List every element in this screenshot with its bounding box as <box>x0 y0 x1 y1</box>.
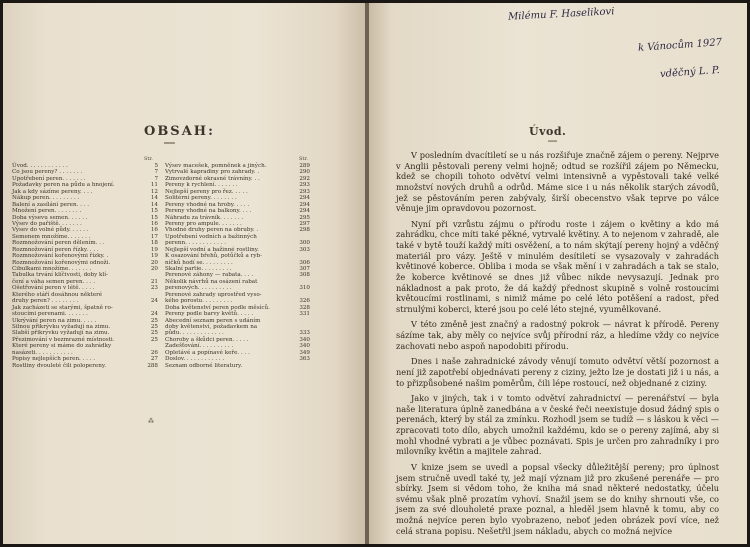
toc-entry-page: 16 <box>150 227 158 234</box>
toc-entry-page: 306 <box>299 259 310 266</box>
toc-entry-page: 14 <box>150 195 158 202</box>
page-column-label: Str. <box>144 156 153 162</box>
toc-entry-title: Pereny vhodné na hroby. . . . . <box>165 201 250 208</box>
toc-entry <box>165 363 310 369</box>
toc-entry-title: Množení peren. . . . . . . . <box>12 208 82 215</box>
toc-entry-title: Výsev macešek, pomněnek a jiných. <box>165 163 267 169</box>
toc-entry-page: 20 <box>150 266 158 272</box>
toc-entry-page: 25 <box>150 336 158 343</box>
toc-entry-page: 15 <box>150 208 158 215</box>
toc-entry-page: 307 <box>299 266 310 272</box>
toc-entry-title: Solitérní pereny. . . . . . . . <box>165 195 237 202</box>
toc-entry-title: Perenové zahrady uprostřed vyso- <box>165 291 262 298</box>
toc-entry-title: Upotřebení vodních a bažinných <box>165 233 257 240</box>
toc-entry-page: 5 <box>154 163 158 169</box>
toc-entry-title: Ukrývání peren na zimu. . . . . <box>12 317 97 324</box>
toc-entry-page: 24 <box>150 298 158 305</box>
toc-entry-page: 290 <box>299 169 310 176</box>
toc-entry-title: Rozmnožování kořenovými řízky. . <box>12 253 109 260</box>
toc-entry-title: nasázeti. . . . . . . . . . . <box>12 349 73 356</box>
toc-entry-page: 328 <box>299 304 310 311</box>
toc-entry-page: 288 <box>147 362 158 369</box>
toc-entry-page: 24 <box>150 311 158 318</box>
toc-entry-title: Výsev do pařiště. . . . . . . <box>12 220 82 227</box>
toc-entry-title: Které pereny si máme do zahrádky <box>12 343 112 350</box>
toc-entry-title: Seznam odborné literatury. <box>165 362 243 369</box>
intro-text <box>396 150 719 541</box>
toc-entry-page: 27 <box>150 356 158 363</box>
toc-entry-page: 16 <box>150 220 158 227</box>
toc-entry-page: 20 <box>150 259 158 266</box>
toc-entry-title: Choroby a škůdci peren. . . . . <box>165 336 249 343</box>
toc-entry-title: druhy peren? . . . . . . . . <box>12 298 79 305</box>
toc-entry-title: K osazování břehů, potůčků a ryb- <box>165 253 262 260</box>
toc-entry-page: 15 <box>150 214 158 221</box>
toc-entry-page: 293 <box>299 182 310 189</box>
intro-paragraph: V knize jsem se uvedl a popsal všecky důležitější pereny; pro úplnost jsem stručně uvedl také ty, jež mají význam již pro zkušené perenáře — pro sbírky. Jsem si vědom toho, že kniha má snad některé nedostatky, účelu svému však plně prozatím vyhoví. Snažil jsem se do knihy shrnouti vše, co jsem za své dlouholeté praxe poznal, a hleděl jsem hlavně k tomu, aby co možná nejvíce peren bylo vyobrazeno, neboť jeden obrázek poví více, než celá strana popisu. Nešetřil jsem nákladu, abych co možná nejvíce <box>396 461 719 536</box>
toc-entry-title: půdu. . . . . . . . . . . . . <box>165 330 224 337</box>
toc-entry-title: Pereny pro ampule. . . . . . . <box>165 220 242 227</box>
toc-entry-page: 14 <box>150 201 158 208</box>
intro-paragraph: Jako v jiných, tak i v tomto odvětví zahradnictví — perenářství — byla naše literatura úplně zanedbána a v české řeči neexistuje dosud žádný spis o perenách, který by stál za zmínku. Rozhodl jsem se tudíž — s láskou k věci — zpracovati toto dílo, abych umožnil každému, kdo se o pereny zajímá, aby si mohl vhodné vybrati a je vůbec poznávati. Spis je určen pro zahradníky i pro milovníky květin a majitele zahrad. <box>396 393 719 457</box>
toc-entry-page: 19 <box>150 246 158 253</box>
toc-entry-page: 18 <box>150 240 158 247</box>
toc-entry-title: perenových. . . . . . . . . . <box>165 285 232 292</box>
toc-entry-title: Pereny podle barvy květů. . . . . <box>165 311 254 318</box>
toc-entry-page: 7 <box>154 175 158 182</box>
intro-paragraph: V této změně jest značný a radostný pokrok — návrat k přírodě. Pereny sázíme tak, aby měly co nejvíce svůj přírodní ráz, a hledíme vždy co nejvíce zachovati nebo aspoň napodobiti přírodu. <box>396 319 719 351</box>
toc-entry-title: Požadavky peren na půdu a hnojení. <box>12 182 115 189</box>
toc-entry-page: 289 <box>299 163 310 169</box>
toc-entry-title: Doslov. . . . . . . . . . . . <box>165 356 225 363</box>
toc-entry-page: 294 <box>299 208 310 215</box>
intro-paragraph: Dnes i naše zahradnické závody věnují tomuto odvětví větší pozornost a není již zapotřebí objednávati pereny z ciziny, ježto lze je dostati již i u nás, a to přizpůsobené našim poměrům, čili lépe rostoucí, než objednané z ciziny. <box>396 356 719 388</box>
toc-entry-page: 25 <box>150 323 158 330</box>
toc-entry-page: 298 <box>299 227 310 234</box>
toc-entry-title: Úvod. . . . . . . . . . . . <box>12 163 68 169</box>
section-title-ornament: ═══ <box>548 139 558 145</box>
toc-entry-title: Skalní partie. . . . . . . . . <box>165 266 232 272</box>
toc-entry-title: Upotřebení peren. . . . . . . <box>12 175 86 182</box>
toc-entry-title: Abecední seznam peren s udáním <box>165 317 261 324</box>
toc-entry-title: Kterého stáří dosáhnou některé <box>12 291 103 298</box>
toc-entry-title: Jak zacházeti se starými, špatně ro- <box>12 304 113 311</box>
toc-entry-page: 326 <box>299 298 310 305</box>
toc-entry-title: Perenové záhony — rabata. . . . <box>165 272 254 279</box>
toc-entry-title: Náhradu za trávník. . . . . . . <box>165 214 244 221</box>
toc-entry-title: Pereny k rychlení. . . . . . . <box>165 182 238 189</box>
toc-entry-title: stoucími perenami. . . . . . . <box>12 311 88 318</box>
toc-entry-title: Nejlepší vodní a bažinné rostliny. <box>165 246 259 253</box>
page-end-ornament: ⁂ <box>148 418 154 425</box>
toc-entry-page: 17 <box>150 233 158 240</box>
page-column-label: Str. <box>299 156 308 162</box>
toc-entry-title: Doba květenství peren podle měsíců. <box>165 304 270 311</box>
toc-entry-title: Rozmnožování peren dělením. . . <box>12 240 105 247</box>
toc-entry <box>12 363 158 369</box>
toc-entry-page: 25 <box>150 330 158 337</box>
toc-entry-title: doby květenství, požadavkem na <box>165 323 258 330</box>
toc-entry-page: 23 <box>150 285 158 292</box>
toc-entry-title: Zimovzdorné okrasné trávníny. . . <box>165 175 260 182</box>
toc-entry-title: Ošetřování peren v létě. . . . . <box>12 285 95 292</box>
toc-entry-title: Zadešťování. . . . . . . . . . <box>165 343 234 350</box>
toc-entry-page: 310 <box>299 285 310 292</box>
toc-entry-title: Výsev do volné půdy. . . . . . <box>12 227 89 234</box>
toc-entry-page: 340 <box>299 336 310 343</box>
toc-entry-title: Opletávé a popínavé keře. . . . <box>165 349 250 356</box>
section-title: Úvod. <box>529 125 567 138</box>
toc-entry-title: Tabulka trvání klíčivosti, doby klí- <box>12 272 108 279</box>
toc-entry-page: 297 <box>299 220 310 227</box>
toc-entry-page: 294 <box>299 195 310 202</box>
toc-entry-page: 26 <box>150 349 158 356</box>
toc-column-left <box>12 163 158 369</box>
handwritten-dedication-line: vděčný L. P. <box>659 64 721 81</box>
toc-entry-page: 295 <box>299 214 310 221</box>
toc-entry-title: Několik návrhů na osázení rabat <box>165 278 258 285</box>
toc-entry-page: 293 <box>299 188 310 195</box>
toc-entry-page: 21 <box>150 278 158 285</box>
toc-entry-page: 331 <box>299 311 310 318</box>
toc-entry-page: 363 <box>299 356 310 363</box>
toc-entry-title: Nejlepší pereny pro řez. . . . . <box>165 188 248 195</box>
toc-entry-title: Jak a kdy sázíme pereny. . . . <box>12 188 93 195</box>
toc-entry-page: 292 <box>299 175 310 182</box>
toc-entry-page: 308 <box>299 272 310 279</box>
handwritten-dedication-line: k Vánocům 1927 <box>637 37 723 54</box>
toc-entry-title: Vytrvalé kapradiny pro zahrady. . <box>165 169 260 176</box>
toc-entry-title: kého porostu. . . . . . . . . <box>165 298 233 305</box>
toc-entry-title: Rozmnožování peren řízky. . . . <box>12 246 99 253</box>
toc-entry-page: 25 <box>150 317 158 324</box>
intro-paragraph: Nyní při vzrůstu zájmu o přírodu roste i zájem o květiny a kdo má zahrádku, chce míti také pěkné, vytrvalé květiny. A to nejenom v zahradě, ale také v bytě touží každý míti osvěžení, a to nám skýtají pereny hojný a vděčný materiál pro vázy. Ještě v minulém desítiletí se vysazovaly v zahradách květinové koberce. Obliba i moda se však mění i v zahradách a tak se stalo, že koberce květinové se dnes již vůbec nikde nevysazují. Jednak pro nákladnost a pak proto, že dá každý přednost skupině s volně rostoucími květoucími rostlinami, s nimiž máme po celé léto potěšení a radost, před strnulými koberci, které jsou po celé léto stejné, vyumělkované. <box>396 218 719 314</box>
toc-entry-title: Balení a zasílání peren. . . . <box>12 201 89 208</box>
toc-entry-page: 300 <box>299 240 310 247</box>
toc-title: OBSAH: <box>144 124 215 139</box>
toc-entry-title: níčků hodí se. . . . . . . . . <box>165 259 233 266</box>
toc-title-ornament: ═══ <box>164 140 175 147</box>
toc-entry-title: Silnou přikrývku vyžadují na zimu. <box>12 323 111 330</box>
toc-entry-title: Pereny vhodné na balkony. . . . <box>165 208 252 215</box>
intro-paragraph: V posledním dvacítiletí se u nás rozšiřuje značně zájem o pereny. Nejprve v Anglii pěstovali pereny velmi hojně; odtud se rozšířil zájem po Německu, kdež se chopili tohoto odvětví velmi intensivně a vypěstovali také velké množství nových druhů a odrůd. Máme sice i u nás několik starých závodů, jež se pěstováním peren zabývaly, širší obecenstvo však teprve po válce věnuje jim opravdovou pozornost. <box>396 150 719 214</box>
toc-entry-title: Co jsou pereny? . . . . . . . <box>12 169 83 176</box>
toc-entry-title: Rostliny dvouleté čili polopereny. <box>12 362 107 369</box>
toc-entry-title: Rozmnožování kořenovými odnoži. <box>12 259 111 266</box>
toc-entry-title: Semenem množíme. . . . . . . <box>12 233 91 240</box>
toc-entry-page: 333 <box>299 330 310 337</box>
toc-column-right <box>165 163 310 369</box>
toc-entry-title: Slabší přikrývku vyžadují na zimu. <box>12 330 110 337</box>
toc-entry-title: Popisy nejlepších peren. . . . . <box>12 356 96 363</box>
toc-entry-page: 11 <box>150 182 158 189</box>
toc-entry-page: 349 <box>299 349 310 356</box>
toc-entry-title: Vhodné druhy peren na obruby. . <box>165 227 259 234</box>
toc-entry-page: 294 <box>299 201 310 208</box>
toc-entry-title: Doba výsevu semen. . . . . . <box>12 214 88 221</box>
toc-entry-page: 340 <box>299 343 310 350</box>
toc-entry-title: čení a váha semen peren. . . . <box>12 278 96 285</box>
toc-entry-title: Přezimování v bezmrazné místnosti. <box>12 336 115 343</box>
toc-entry-title: perenn. . . . . . . . . . . . <box>165 240 226 247</box>
toc-entry-title: Nákup peren. . . . . . . . . <box>12 195 80 202</box>
toc-entry-page: 12 <box>150 188 158 195</box>
toc-entry-page: 7 <box>154 169 158 176</box>
toc-entry-page: 303 <box>299 246 310 253</box>
toc-entry-title: Cibulkami množíme. . . . . . . <box>12 266 92 272</box>
handwritten-dedication-line: Milému F. Haselikovi <box>507 6 615 23</box>
toc-entry-page: 19 <box>150 253 158 260</box>
